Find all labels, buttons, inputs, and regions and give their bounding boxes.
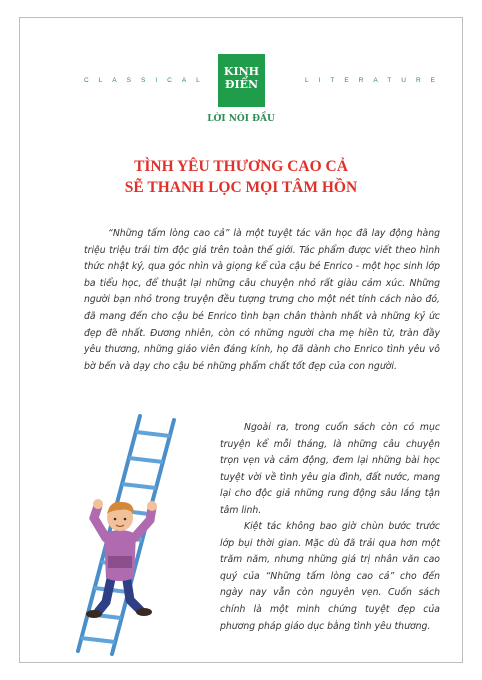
page-title bbox=[20, 156, 462, 198]
paragraph-3: Kiệt tác không bao giờ chùn bước trước lớp bụi thời gian. Mặc dù đã trải qua hơn một trăm năm, nhưng những giá trị nhân văn cao quý của “Những tấm lòng cao cả” cho đến ngày nay vẫn còn nguyên vẹn. Cuốn sách chính là một minh chứng tuyệt đẹp của phương pháp giáo dục bằng tình yêu thương. bbox=[220, 521, 440, 632]
logo-line2: ĐIỂN bbox=[224, 78, 259, 91]
logo-line1: KINH bbox=[223, 65, 260, 78]
title-line1: TÌNH YÊU THƯƠNG CAO CẢ bbox=[134, 158, 348, 175]
boy-on-ladder-illustration bbox=[54, 406, 194, 656]
book-page bbox=[19, 17, 463, 663]
section-label: LỜI NÓI ĐẦU bbox=[207, 114, 275, 124]
series-logo bbox=[218, 54, 265, 107]
paragraph-1: “Những tấm lòng cao cả” là một tuyệt tác văn học đã lay động hàng triệu triệu trái tim độc giả trên toàn thế giới. Tác phẩm được viết theo hình thức nhật ký, qua góc nhìn và giọng kể của cậu bé Enrico - một học sinh lớp ba tiểu học, để thuật lại những câu chuyện nhỏ rất giàu cảm xúc. Những người bạn nhỏ trong truyện đều tượng trưng cho một nét tính cách nào đó, đã mang đến cho cậu bé Enrico tình bạn chân thành nhất và những kỷ ức đẹp đẽ nhất. Đương nhiên, còn có những người cha mẹ hiền từ, tràn đầy yêu thương, những giáo viên đáng kính, họ đã dành cho Enrico tình yêu vô bờ bến và dạy cho cậu bé những phẩm chất tốt đẹp của con người. bbox=[84, 228, 440, 372]
banner-right-text: LITERATURE bbox=[305, 77, 445, 84]
paragraph-2: Ngoài ra, trong cuốn sách còn có mục truyện kể mỗi tháng, là những câu chuyện trọn vẹn và cảm động, đem lại những bài học tuyệt vời về tình yêu gia đình, đất nước, mang lại cho độc giả những rung động sâu lắng tận tâm linh. bbox=[220, 422, 440, 516]
series-banner bbox=[20, 54, 462, 110]
title-line2: SẼ THANH LỌC MỌI TÂM HỒN bbox=[124, 179, 358, 196]
banner-left-text: CLASSICAL bbox=[84, 77, 210, 84]
